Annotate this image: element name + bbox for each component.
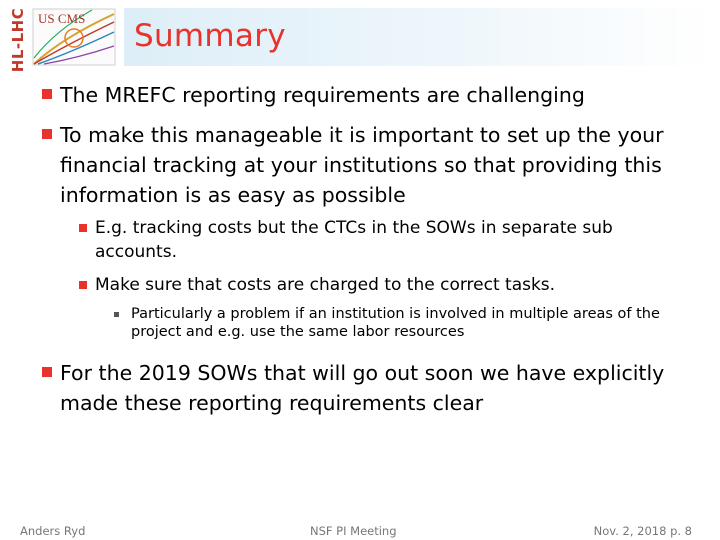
bullet-text: To make this manageable it is important to set up the your financial tracking at your institutions so that providing this information is as easy as possible — [60, 123, 664, 207]
bullet-item — [60, 120, 700, 210]
bullet-marker-icon — [42, 367, 52, 377]
bullet-marker-icon — [42, 129, 52, 139]
sub-sub-bullet-marker-icon — [114, 312, 119, 317]
footer-date-page: Nov. 2, 2018 p. 8 — [593, 524, 692, 538]
bullet-text: The MREFC reporting requirements are challenging — [60, 83, 585, 107]
sub-bullet-text: E.g. tracking costs but the CTCs in the SOWs in separate sub accounts. — [95, 218, 613, 262]
bullet-marker-icon — [42, 89, 52, 99]
bullet-item — [60, 80, 700, 110]
bullet-text: For the 2019 SOWs that will go out soon we have explicitly made these reporting requirements clear — [60, 361, 665, 415]
title-bar — [124, 8, 714, 66]
sub-bullet-text: Make sure that costs are charged to the correct tasks. — [95, 275, 556, 295]
sub-bullet-marker-icon — [79, 224, 87, 232]
sub-bullet-item — [95, 216, 695, 264]
bullet-item — [60, 358, 700, 418]
hl-lhc-logo-text: HL-LHC — [9, 7, 27, 73]
cms-logo-text: US CMS — [38, 11, 86, 26]
footer-meeting: NSF PI Meeting — [310, 524, 397, 538]
slide-title: Summary — [134, 18, 286, 54]
sub-sub-bullet-item — [131, 305, 701, 341]
hl-lhc-logo — [6, 7, 30, 73]
sub-bullet-marker-icon — [79, 281, 87, 289]
sub-bullet-item — [95, 273, 695, 297]
footer-author: Anders Ryd — [20, 524, 86, 538]
sub-sub-bullet-text: Particularly a problem if an institution is involved in multiple areas of the project and e.g. use the same labor resources — [131, 306, 660, 340]
cms-logo — [32, 8, 116, 66]
